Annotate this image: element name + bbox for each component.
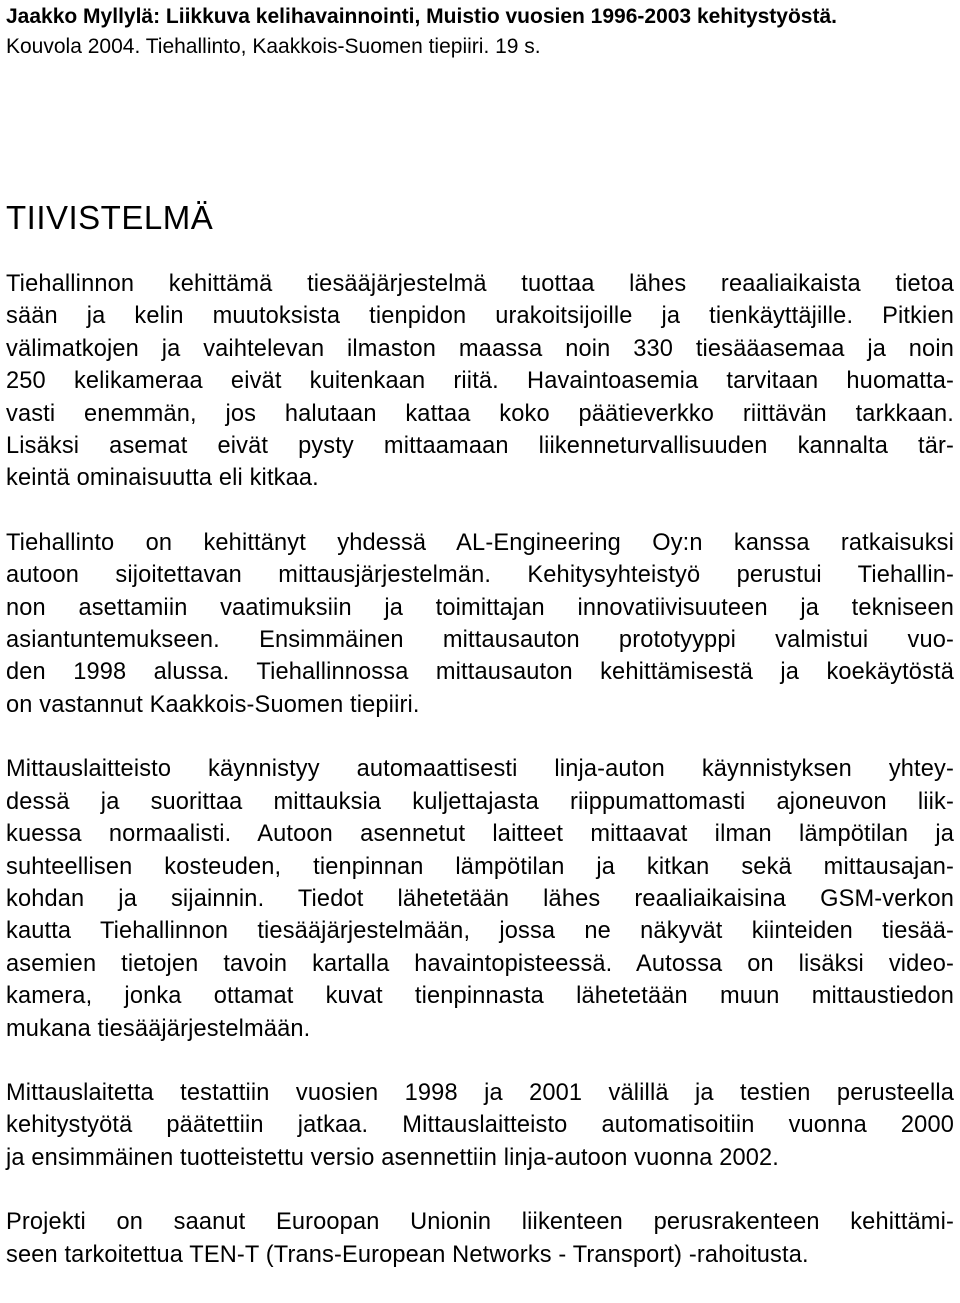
paragraph-line: 250 kelikameraa eivät kuitenkaan riitä. Havaintoasemia tarvitaan huomatta-	[6, 368, 954, 395]
paragraph-line: asemien tietojen tavoin kartalla havaintopisteessä. Autossa on lisäksi video-	[6, 950, 954, 977]
paragraph-line: mukana tiesääjärjestelmään.	[6, 1015, 311, 1042]
paragraph	[6, 1206, 954, 1271]
paragraph	[6, 1077, 954, 1174]
paragraph-line: Mittauslaitetta testattiin vuosien 1998 ja 2001 välillä ja testien perusteella	[6, 1079, 954, 1106]
section-title: TIIVISTELMÄ	[6, 199, 214, 236]
paragraph	[6, 527, 954, 721]
paragraph-line: ja ensimmäinen tuotteistettu versio asennettiin linja-autoon vuonna 2002.	[6, 1144, 779, 1171]
document-page	[6, 0, 954, 1303]
paragraph-line: seen tarkoitettua TEN-T (Trans-European Networks - Transport) -rahoitusta.	[6, 1241, 809, 1268]
citation-line-2: Kouvola 2004. Tiehallinto, Kaakkois-Suomen tiepiiri. 19 s.	[6, 35, 541, 58]
citation-header	[6, 2, 954, 62]
paragraph-line: suhteellisen kosteuden, tienpinnan lämpötilan ja kitkan sekä mittausajan-	[6, 853, 954, 880]
paragraph-line: den 1998 alussa. Tiehallinnossa mittausauton kehittämisestä ja koekäytöstä	[6, 659, 954, 686]
paragraph-line: on vastannut Kaakkois-Suomen tiepiiri.	[6, 691, 420, 718]
paragraph	[6, 268, 954, 495]
paragraph-line: dessä ja suorittaa mittauksia kuljettajasta riippumattomasti ajoneuvon liik-	[6, 788, 954, 815]
paragraph-line: Tiehallinnon kehittämä tiesääjärjestelmä tuottaa lähes reaaliaikaista tietoa	[6, 271, 954, 297]
paragraph-line: autoon sijoitettavan mittausjärjestelmän. Kehitysyhteistyö perustui Tiehallin-	[6, 562, 954, 589]
paragraph-line: kehitystyötä päätettiin jatkaa. Mittauslaitteisto automatisoitiin vuonna 2000	[6, 1112, 954, 1139]
paragraph-line: kohdan ja sijainnin. Tiedot lähetetään lähes reaaliaikaisina GSM-verkon	[6, 885, 954, 912]
paragraph-line: Projekti on saanut Euroopan Unionin liikenteen perusrakenteen kehittämi-	[6, 1209, 954, 1236]
paragraph-line: non asettamiin vaatimuksiin ja toimittajan innovatiivisuuteen ja tekniseen	[6, 594, 954, 621]
paragraph	[6, 753, 954, 1045]
paragraph-line: kuessa normaalisti. Autoon asennetut laitteet mittaavat ilman lämpötilan ja	[6, 821, 954, 848]
paragraph-line: Tiehallinto on kehittänyt yhdessä AL-Engineering Oy:n kanssa ratkaisuksi	[6, 529, 954, 556]
paragraph-line: Mittauslaitteisto käynnistyy automaattisesti linja-auton käynnistyksen yhtey-	[6, 756, 954, 783]
abstract-body	[6, 268, 954, 1271]
paragraph-line: kautta Tiehallinnon tiesääjärjestelmään, jossa ne näkyvät kiinteiden tiesää-	[6, 918, 954, 945]
paragraph-line: asiantuntemukseen. Ensimmäinen mittausauton prototyyppi valmistui vuo-	[6, 627, 954, 654]
paragraph-line: vasti enemmän, jos halutaan kattaa koko päätieverkko riittävän tarkkaan.	[6, 400, 954, 427]
paragraph-line: välimatkojen ja vaihtelevan ilmaston maassa noin 330 tiesääasemaa ja noin	[6, 335, 954, 362]
citation-line-1: Jaakko Myllylä: Liikkuva kelihavainnointi, Muistio vuosien 1996-2003 kehitystyöstä.	[6, 5, 837, 28]
paragraph-line: Lisäksi asemat eivät pysty mittaamaan liikenneturvallisuuden kannalta tär-	[6, 433, 954, 460]
paragraph-line: keintä ominaisuutta eli kitkaa.	[6, 465, 319, 492]
paragraph-line: kamera, jonka ottamat kuvat tienpinnasta lähetetään muun mittaustiedon	[6, 983, 954, 1010]
paragraph-line: sään ja kelin muutoksista tienpidon urakoitsijoille ja tienkäyttäjille. Pitkien	[6, 303, 954, 330]
